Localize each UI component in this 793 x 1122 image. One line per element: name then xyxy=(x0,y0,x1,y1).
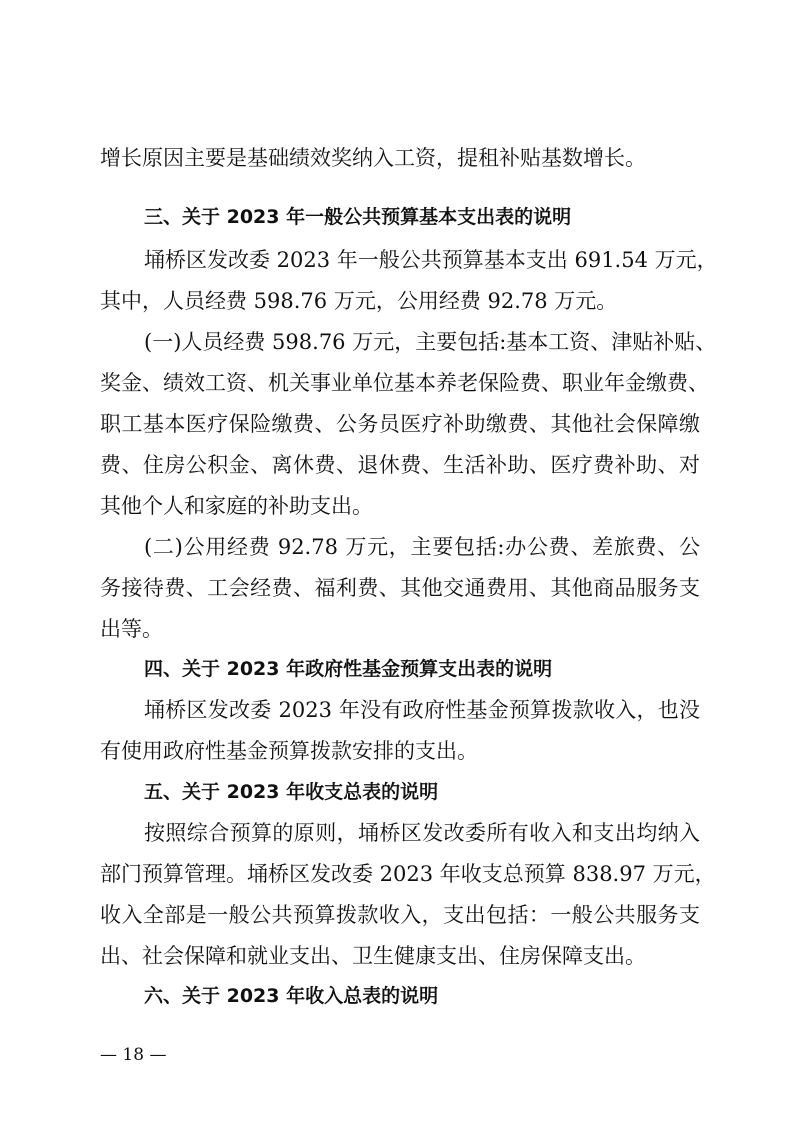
section-heading-3: 三、关于 2023 年一般公共预算基本支出表的说明 xyxy=(144,206,572,228)
body-text-line: 埇桥区发改委 2023 年没有政府性基金预算拨款收入，也没 xyxy=(144,698,700,722)
body-text-line: 收入全部是一般公共预算拨款收入，支出包括：一般公共服务支 xyxy=(100,903,700,927)
body-text-line: 增长原因主要是基础绩效奖纳入工资，提租补贴基数增长。 xyxy=(100,146,646,170)
body-text-line: 部门预算管理。埇桥区发改委 2023 年收支总预算 838.97 万元， xyxy=(100,862,716,886)
body-text-line: (二)公用经费 92.78 万元，主要包括:办公费、差旅费、公 xyxy=(144,535,700,559)
body-text-line: 务接待费、工会经费、福利费、其他交通费用、其他商品服务支 xyxy=(100,576,700,600)
section-heading-5: 五、关于 2023 年收支总表的说明 xyxy=(144,781,439,803)
body-text-line: (一)人员经费 598.76 万元，主要包括:基本工资、津贴补贴、 xyxy=(144,330,717,354)
section-heading-6: 六、关于 2023 年收入总表的说明 xyxy=(144,985,439,1007)
body-text-line: 奖金、绩效工资、机关事业单位基本养老保险费、职业年金缴费、 xyxy=(100,371,709,395)
body-text-line: 其中，人员经费 598.76 万元，公用经费 92.78 万元。 xyxy=(100,289,618,313)
body-text-line: 按照综合预算的原则，埇桥区发改委所有收入和支出均纳入 xyxy=(144,821,700,845)
body-text-line: 出等。 xyxy=(100,617,163,641)
page-number: — 18 — xyxy=(100,1045,167,1065)
body-text-line: 出、社会保障和就业支出、卫生健康支出、住房保障支出。 xyxy=(100,944,646,968)
body-text-line: 其他个人和家庭的补助支出。 xyxy=(100,494,373,518)
body-text-line: 职工基本医疗保险缴费、公务员医疗补助缴费、其他社会保障缴 xyxy=(100,412,700,436)
body-text-line: 费、住房公积金、离休费、退休费、生活补助、医疗费补助、对 xyxy=(100,453,700,477)
body-text-line: 埇桥区发改委 2023 年一般公共预算基本支出 691.54 万元， xyxy=(144,248,718,272)
body-text-line: 有使用政府性基金预算拨款安排的支出。 xyxy=(100,739,478,763)
section-heading-4: 四、关于 2023 年政府性基金预算支出表的说明 xyxy=(144,658,553,680)
